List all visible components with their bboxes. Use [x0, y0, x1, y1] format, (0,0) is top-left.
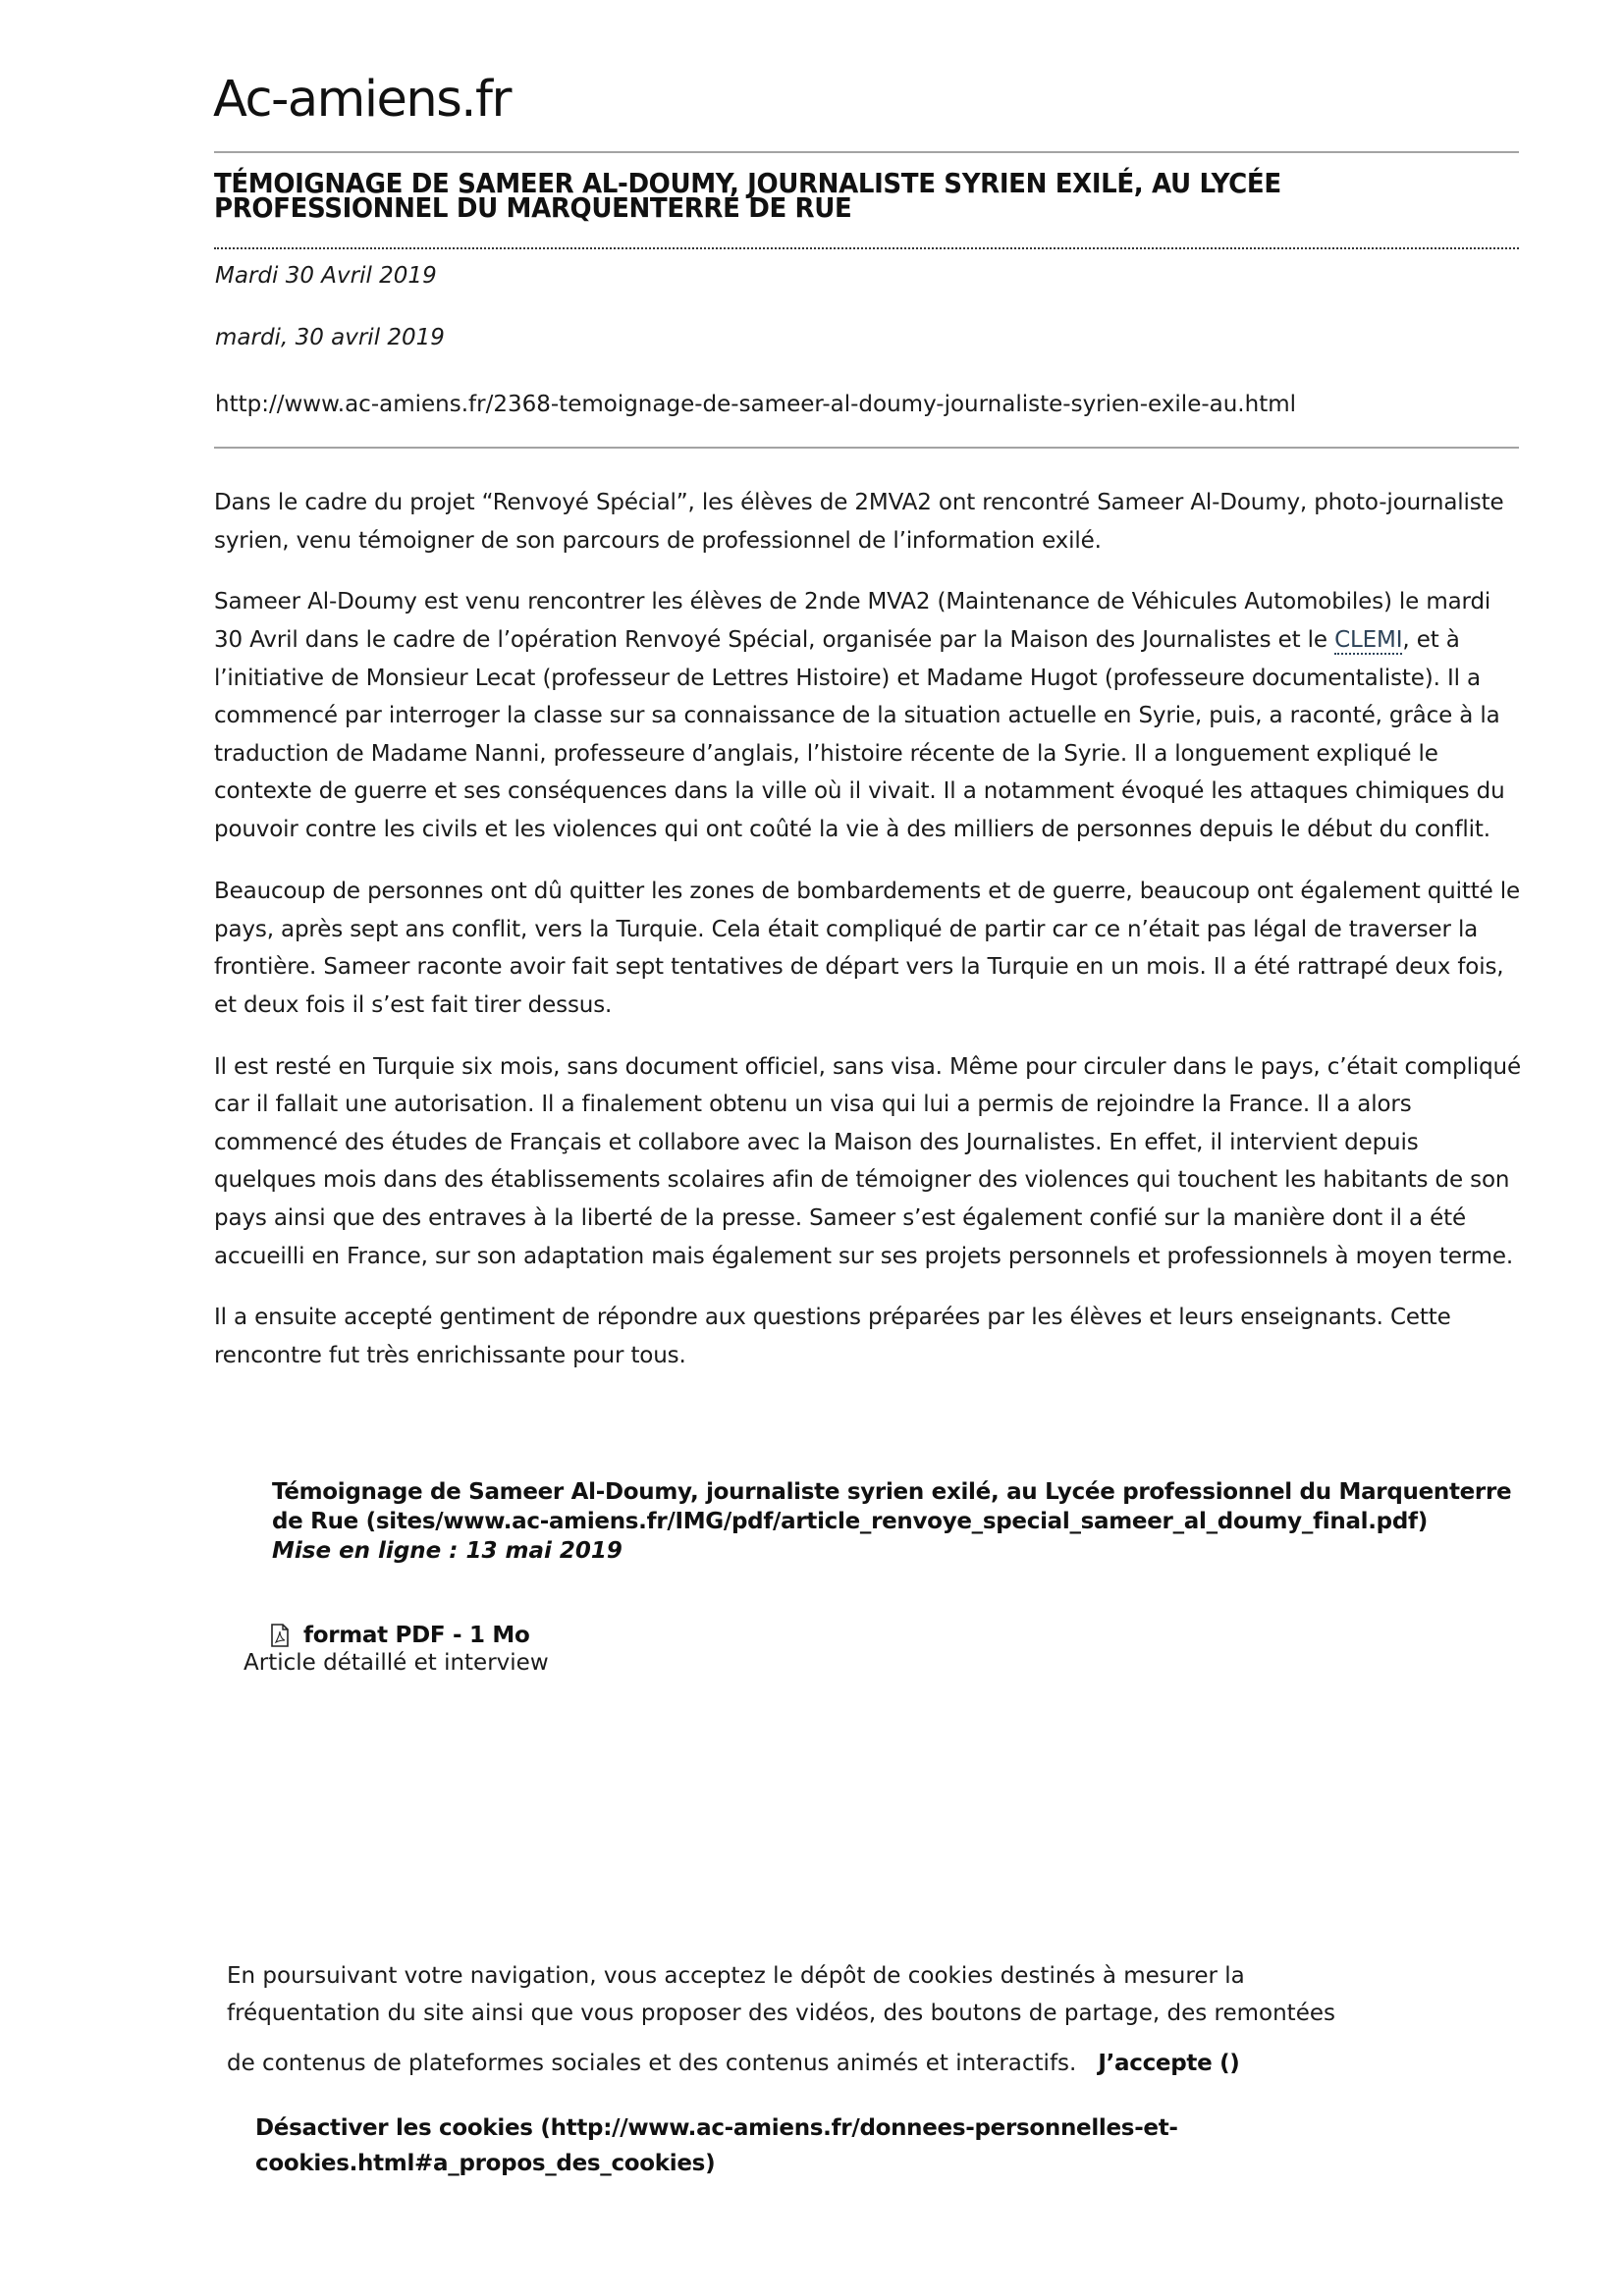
article-url[interactable]: http://www.ac-amiens.fr/2368-temoignage-de-sameer-al-doumy-journaliste-syrien-exile-au.html — [215, 392, 1297, 417]
attachment-format[interactable] — [270, 1622, 529, 1649]
disable-cookies-link[interactable] — [255, 2110, 1237, 2181]
paragraph: Il est resté en Turquie six mois, sans document officiel, sans visa. Même pour circuler dans le pays, c’était compliqué car il fallait une autorisation. Il a finalement obtenu un visa qui lui a permis de rejoindre la France. Il a alors commencé des études de Français et collabore avec la Maison des Journalistes. En effet, il intervient depuis quelques mois dans des établissements scolaires afin de témoigner des violences qui touchent les habitants de son pays ainsi que des entraves à la liberté de la presse. Sameer s’est également confié sur la manière dont il a été accueilli en France, sur son adaptation mais également sur ses projets personnels et professionnels à moyen terme. — [214, 1053, 1521, 1269]
article-date-secondary: mardi, 30 avril 2019 — [215, 325, 445, 350]
article-body — [214, 484, 1525, 1399]
paragraph-text: , et à l’initiative de Monsieur Lecat (professeur de Lettres Histoire) et Madame Hugot (professeure documentaliste). Il a commencé par interroger la classe sur sa connaissance de la situation actuelle en Syrie, puis, a raconté, grâce à la traduction de Madame Nanni, professeure d’anglais, l’histoire récente de la Syrie. Il a longuement expliqué le contexte de guerre et ses conséquences dans la ville où il vivait. Il a notamment évoqué les attaques chimiques du pouvoir contre les civils et les violences qui ont coûté la vie à des milliers de personnes depuis le début du conflit. — [214, 627, 1505, 843]
cookie-text-line: En poursuivant votre navigation, vous acceptez le dépôt de cookies destinés à mesurer la — [227, 1963, 1245, 1989]
attachment-link[interactable]: Témoignage de Sameer Al-Doumy, journaliste syrien exilé, au Lycée professionnel du Marquenterre de Rue (sites/www.ac-amiens.fr/IMG/pdf/article_renvoye_special_sameer_al_doumy_final.pdf) — [272, 1479, 1512, 1534]
title-dotted-divider — [214, 247, 1519, 249]
clemi-abbreviation[interactable]: CLEMI — [1334, 627, 1403, 654]
paragraph: Dans le cadre du projet “Renvoyé Spécial”, les élèves de 2MVA2 ont rencontré Sameer Al-Doumy, photo-journaliste syrien, venu témoigner de son parcours de professionnel de l’information exilé. — [214, 490, 1504, 554]
paragraph: Il a ensuite accepté gentiment de répondre aux questions préparées par les élèves et leurs enseignants. Cette rencontre fut très enrichissante pour tous. — [214, 1305, 1451, 1369]
disable-cookies-label[interactable]: Désactiver les cookies — [255, 2115, 533, 2141]
cookie-text-line-with-button — [227, 2045, 1435, 2082]
paragraph: Beaucoup de personnes ont dû quitter les zones de bombardements et de guerre, beaucoup ont également quitté le pays, après sept ans conflit, vers la Turquie. Cela était compliqué de partir car ce n’était pas légal de traverser la frontière. Sameer raconte avoir fait sept tentatives de départ vers la Turquie en un mois. Il a été rattrapé deux fois, et deux fois il s’est fait tirer dessus. — [214, 878, 1520, 1018]
article-date: Mardi 30 Avril 2019 — [215, 263, 437, 289]
paragraph — [214, 583, 1525, 848]
cookie-banner — [227, 1957, 1435, 2082]
article-title: TÉMOIGNAGE DE SAMEER AL-DOUMY, JOURNALISTE SYRIEN EXILÉ, AU LYCÉE PROFESSIONNEL DU MARQUENTERRE DE RUE — [214, 167, 1281, 224]
disable-cookies-url[interactable]: (http://www.ac-amiens.fr/donnees-personnelles-et-cookies.html#a_propos_des_cookies) — [255, 2115, 1178, 2176]
cookie-text-line: fréquentation du site ainsi que vous proposer des vidéos, des boutons de partage, des remontées — [227, 2001, 1335, 2026]
pdf-file-icon — [270, 1624, 290, 1647]
attachment-description: Article détaillé et interview — [244, 1650, 549, 1676]
header-divider — [214, 151, 1519, 153]
accept-cookies-button[interactable]: J’accepte () — [1098, 2051, 1240, 2076]
site-logo[interactable]: Ac-amiens.fr — [213, 71, 511, 129]
paragraph-text: Sameer Al-Doumy est venu rencontrer les élèves de 2nde MVA2 (Maintenance de Véhicules Automobiles) le mardi 30 Avril dans le cadre de l’opération Renvoyé Spécial, organisée par la Maison des Journalistes et le — [214, 589, 1491, 654]
attachment-format-label: format PDF - 1 Mo — [303, 1623, 530, 1648]
meta-divider — [214, 447, 1519, 449]
attachment-block — [272, 1477, 1519, 1566]
attachment-online-date: Mise en ligne : 13 mai 2019 — [272, 1538, 623, 1564]
cookie-text: de contenus de plateformes sociales et des contenus animés et interactifs. — [227, 2051, 1077, 2076]
